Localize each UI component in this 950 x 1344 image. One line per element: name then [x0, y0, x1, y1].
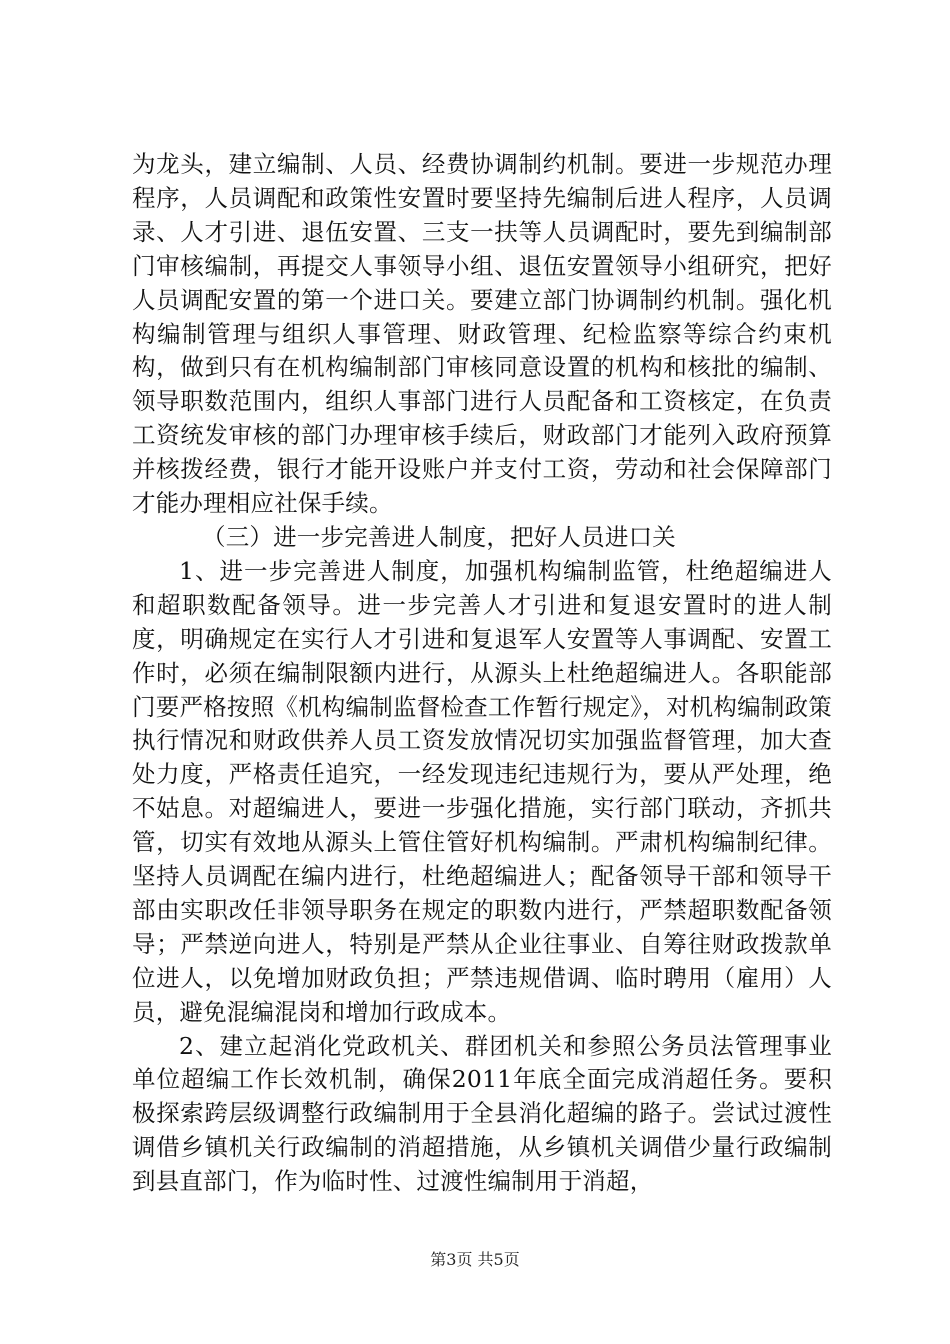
- paragraph-item-1: 1、进一步完善进人制度，加强机构编制监管，杜绝超编进人和超职数配备领导。进一步完善人才引进和复退安置时的进人制度，明确规定在实行人才引进和复退军人安置等人事调配、安置工作时，必须在编制限额内进行，从源头上杜绝超编进人。各职能部门要严格按照《机构编制监督检查工作暂行规定》，对机构编制政策执行情况和财政供养人员工资发放情况切实加强监督管理，加大查处力度，严格责任追究，一经发现违纪违规行为，要从严处理，绝不姑息。对超编进人，要进一步强化措施，实行部门联动，齐抓共管，切实有效地从源头上管住管好机构编制。严肃机构编制纪律。坚持人员调配在编内进行，杜绝超编进人；配备领导干部和领导干部由实职改任非领导职务在规定的职数内进行，严禁超职数配备领导；严禁逆向进人，特别是严禁从企业往事业、自筹往财政拨款单位进人，以免增加财政负担；严禁违规借调、临时聘用（雇用）人员，避免混编混岗和增加行政成本。: [132, 556, 832, 1026]
- section-heading: （三）进一步完善进人制度，把好人员进口关: [202, 522, 676, 551]
- page-number-footer: 第3页 共5页: [430, 1250, 520, 1269]
- paragraph-continuation: 为龙头，建立编制、人员、经费协调制约机制。要进一步规范办理程序，人员调配和政策性安置时要坚持先编制后进人程序，人员调录、人才引进、退伍安置、三支一扶等人员调配时，要先到编制部门审核编制，再提交人事领导小组、退伍安置领导小组研究，把好人员调配安置的第一个进口关。要建立部门协调制约机制。强化机构编制管理与组织人事管理、财政管理、纪检监察等综合约束机构，做到只有在机构编制部门审核同意设置的机构和核批的编制、领导职数范围内，组织人事部门进行人员配备和工资核定，在负责工资统发审核的部门办理审核手续后，财政部门才能列入政府预算并核拨经费，银行才能开设账户并支付工资，劳动和社会保障部门才能办理相应社保手续。: [132, 150, 832, 518]
- document-body: [132, 148, 832, 1199]
- paragraph-item-2: 2、建立起消化党政机关、群团机关和参照公务员法管理事业单位超编工作长效机制，确保2011年底全面完成消超任务。要积极探索跨层级调整行政编制用于全县消化超编的路子。尝试过渡性调借乡镇机关行政编制的消超措施，从乡镇机关调借少量行政编制到县直部门，作为临时性、过渡性编制用于消超，: [132, 1031, 832, 1196]
